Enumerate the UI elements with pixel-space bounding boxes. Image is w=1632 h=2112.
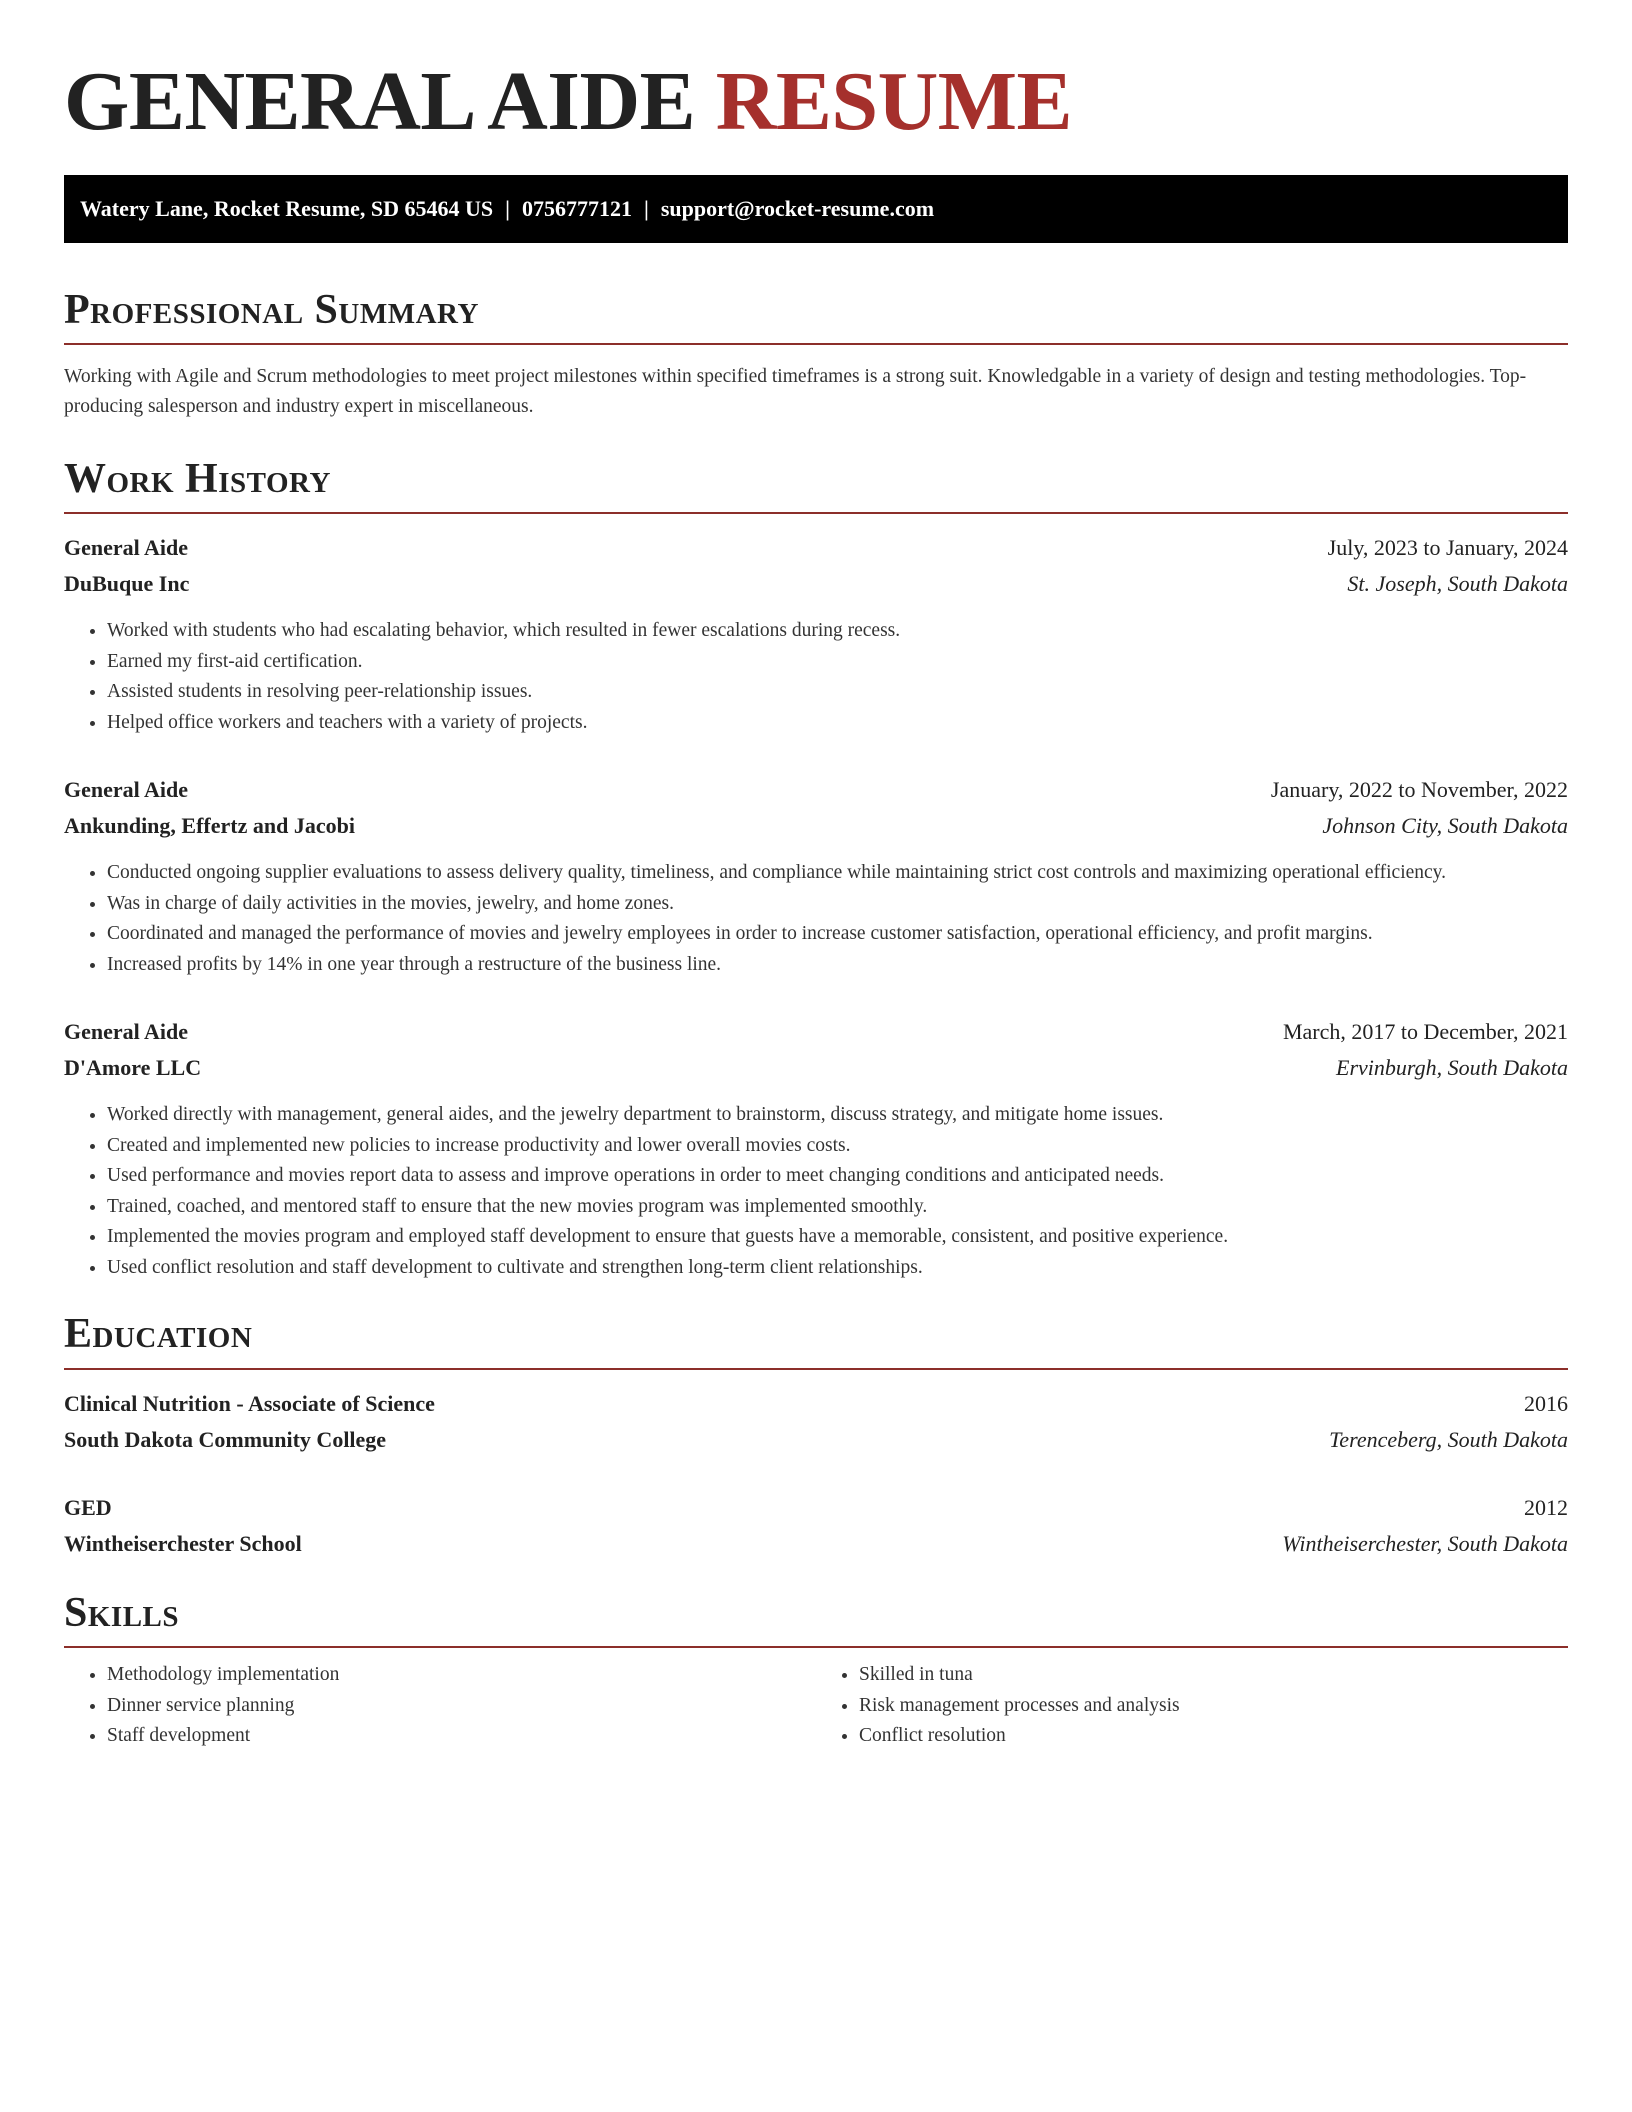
education-location: Terenceberg, South Dakota <box>1329 1426 1568 1452</box>
contact-separator: | <box>505 195 510 221</box>
job-header-row <box>64 1014 1568 1050</box>
job-bullet: • Used performance and movies report data to assess and improve operations in order to meet changing conditions and anticipated needs. <box>107 1161 1568 1192</box>
job-bullets <box>64 858 1568 980</box>
skill-item: • Dinner service planning <box>107 1691 816 1722</box>
job-header-row <box>64 772 1568 808</box>
education-entry <box>64 1386 1568 1458</box>
skill-item: • Risk management processes and analysis <box>859 1691 1568 1722</box>
contact-email: support@rocket-resume.com <box>660 195 935 221</box>
section-divider <box>64 512 1568 514</box>
resume-title <box>64 54 1568 151</box>
section-heading-education: Education <box>64 1311 253 1358</box>
job-company-row <box>64 566 1568 602</box>
job-location: Johnson City, South Dakota <box>1322 813 1568 839</box>
section-divider <box>64 1368 1568 1370</box>
skills-section <box>64 1588 1568 1752</box>
skill-item: • Conflict resolution <box>859 1721 1568 1752</box>
education-header-row <box>64 1490 1568 1526</box>
section-heading-skills: Skills <box>64 1589 180 1636</box>
job-company: D'Amore LLC <box>64 1055 202 1081</box>
job-bullet: • Assisted students in resolving peer-relationship issues. <box>107 677 1568 708</box>
job-bullet: • Was in charge of daily activities in the movies, jewelry, and home zones. <box>107 889 1568 920</box>
job-bullet: • Worked directly with management, general aides, and the jewelry department to brainstorm, discuss strategy, and mitigate home issues. <box>107 1100 1568 1131</box>
job-header-row <box>64 530 1568 566</box>
job-bullet: • Conducted ongoing supplier evaluations to assess delivery quality, timeliness, and compliance while maintaining strict cost controls and maximizing operational efficiency. <box>107 858 1568 889</box>
section-divider <box>64 343 1568 345</box>
job-dates: July, 2023 to January, 2024 <box>1327 535 1568 561</box>
title-accent: RESUME <box>715 55 1073 148</box>
summary-section <box>64 285 1568 422</box>
education-school-row <box>64 1422 1568 1458</box>
education-year: 2012 <box>1524 1494 1568 1520</box>
section-heading-work-history: Work History <box>64 455 331 502</box>
job-bullet: • Trained, coached, and mentored staff to ensure that the new movies program was implemented smoothly. <box>107 1192 1568 1223</box>
work-history-section <box>64 454 1568 1283</box>
skills-list-left <box>64 1660 816 1752</box>
job-bullets <box>64 1100 1568 1283</box>
job-title: General Aide <box>64 1019 189 1045</box>
job-bullet: • Increased profits by 14% in one year through a restructure of the business line. <box>107 950 1568 981</box>
education-degree: Clinical Nutrition - Associate of Science <box>64 1390 435 1416</box>
job-bullet: • Created and implemented new policies to increase productivity and lower overall movies costs. <box>107 1131 1568 1162</box>
job-location: St. Joseph, South Dakota <box>1347 571 1568 597</box>
contact-address: Watery Lane, Rocket Resume, SD 65464 US <box>80 195 494 221</box>
section-heading-summary: Professional Summary <box>64 286 479 333</box>
job-bullet: • Helped office workers and teachers with a variety of projects. <box>107 708 1568 739</box>
job-entry <box>64 1014 1568 1283</box>
job-dates: January, 2022 to November, 2022 <box>1270 777 1568 803</box>
job-company-row <box>64 808 1568 844</box>
job-entry <box>64 530 1568 738</box>
contact-separator: | <box>643 195 649 221</box>
job-company: Ankunding, Effertz and Jacobi <box>64 813 355 839</box>
job-location: Ervinburgh, South Dakota <box>1336 1055 1568 1081</box>
title-main: GENERAL AIDE <box>64 55 696 148</box>
contact-bar <box>64 175 1568 243</box>
education-school: Wintheiserchester School <box>64 1530 302 1556</box>
job-bullet: • Used conflict resolution and staff development to cultivate and strengthen long-term client relationships. <box>107 1253 1568 1284</box>
job-bullet: • Coordinated and managed the performance of movies and jewelry employees in order to increase customer satisfaction, operational efficiency, and profit margins. <box>107 919 1568 950</box>
summary-text: Working with Agile and Scrum methodologies to meet project milestones within specified timeframes is a strong suit. Knowledgable in a variety of design and testing methodologies. Top-producing salesperson and industry expert in miscellaneous. <box>64 365 1527 417</box>
education-entry <box>64 1490 1568 1562</box>
skills-list-right <box>816 1660 1568 1752</box>
job-dates: March, 2017 to December, 2021 <box>1282 1019 1568 1045</box>
education-school-row <box>64 1526 1568 1562</box>
job-bullets <box>64 616 1568 738</box>
education-section <box>64 1309 1568 1561</box>
education-header-row <box>64 1386 1568 1422</box>
job-company: DuBuque Inc <box>64 571 190 597</box>
job-bullet: • Worked with students who had escalating behavior, which resulted in fewer escalations during recess. <box>107 616 1568 647</box>
skill-item: • Staff development <box>107 1721 816 1752</box>
job-title: General Aide <box>64 535 189 561</box>
job-bullet: • Implemented the movies program and employed staff development to ensure that guests have a memorable, consistent, and positive experience. <box>107 1222 1568 1253</box>
contact-phone: 0756777121 <box>521 195 632 221</box>
skill-item: • Skilled in tuna <box>859 1660 1568 1691</box>
job-title: General Aide <box>64 777 189 803</box>
skills-grid <box>64 1648 1568 1752</box>
skill-item: • Methodology implementation <box>107 1660 816 1691</box>
job-entry <box>64 772 1568 980</box>
job-company-row <box>64 1050 1568 1086</box>
education-degree: GED <box>64 1494 112 1520</box>
education-location: Wintheiserchester, South Dakota <box>1282 1530 1568 1556</box>
education-school: South Dakota Community College <box>64 1426 387 1452</box>
job-bullet: • Earned my first-aid certification. <box>107 647 1568 678</box>
education-year: 2016 <box>1524 1390 1568 1416</box>
